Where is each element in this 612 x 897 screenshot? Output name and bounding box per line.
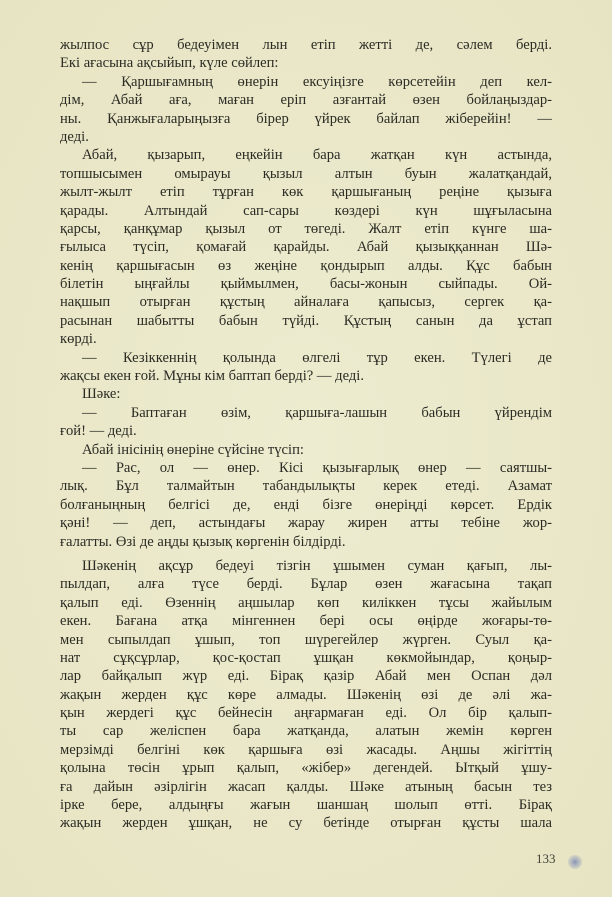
paragraph xyxy=(60,557,552,833)
text-line: топшысымен омырауы қызыл алтын буын жалатқандай, xyxy=(60,165,552,182)
text-line: екен. Бағана атқа мінгеннен бері осы өңірде жоғары-тө- xyxy=(60,613,552,630)
text-line: Шәкенің ақсұр бедеуі тізгін ұшымен суман қағып, лы- xyxy=(82,557,552,574)
paragraph xyxy=(60,73,552,147)
text-line: білетін ыңғайлы қыймылмен, басы-жонын сыйпады. Ой- xyxy=(60,276,552,293)
text-line: жақын жерден ұшқан, не су бетінде отырған құсты шала xyxy=(60,815,552,832)
ink-smudge xyxy=(568,855,582,869)
text-line: ғой! — деді. xyxy=(60,423,137,440)
paragraph xyxy=(60,36,552,73)
paragraph xyxy=(60,146,552,348)
page-body-text xyxy=(60,36,552,833)
text-line: жылпос сұр бедеуімен лын етіп жетті де, сәлем берді. xyxy=(60,37,552,53)
text-line: қарсы, қанқұмар қызыл от төгеді. Жалт етіп күнге ша- xyxy=(60,220,552,237)
text-line: Абай, қызарып, еңкейін бара жатқан күн астында, xyxy=(82,147,552,164)
text-line: пылдап, алға түсе берді. Бұлар өзен жағасына тақап xyxy=(60,576,552,593)
text-line: ғалатты. Өзі де аңды қызық көргенін білдірді. xyxy=(60,533,346,550)
text-line: қалып еді. Өзеннің аңшылар көп киліккен тұсы жайылым xyxy=(60,594,552,611)
text-line: — Кезіккеннің қолында өлгелі тұр екен. Түлегі де xyxy=(82,349,552,366)
text-line: ғылыса түсіп, қомағай қарайды. Абай қызыққаннан Шә- xyxy=(60,239,552,256)
text-line: Абай інісінің өнеріне сүйсіне түсіп: xyxy=(82,441,304,458)
text-line: нат сұқсұрлар, қос-қостап ұшқан көкмойындар, қоңыр- xyxy=(60,649,552,666)
text-line: — Рас, ол — өнер. Кісі қызығарлық өнер — саятшы- xyxy=(82,459,552,476)
text-line: деді. xyxy=(60,128,89,145)
text-line: ірке бере, алдыңғы жағын шаншаң шолып өтті. Бірақ xyxy=(60,797,552,814)
paragraph xyxy=(60,459,552,551)
text-line: Шәке: xyxy=(82,386,121,403)
text-line: жақсы екен ғой. Мұны кім баптап берді? — деді. xyxy=(60,368,364,385)
text-line: лық. Бұл талмайтын табандылықты керек етеді. Азамат xyxy=(60,478,552,495)
text-line: нақшып отырған құстың айналаға қапысыз, сергек қа- xyxy=(60,294,552,311)
text-line: көрді. xyxy=(60,331,97,348)
text-line: мен сыпылдап ұшып, топ шүрегейлер жүрген. Суыл қа- xyxy=(60,631,552,648)
text-line: қарады. Алтындай сап-сары көздері күн шұғыласына xyxy=(60,202,552,219)
paragraph xyxy=(60,385,552,403)
text-line: ға дайын әзірлігін жасап қалды. Шәке атының басын тез xyxy=(60,778,552,795)
text-line: болғаныңның белгісі де, енді бізге өнеріңді көрсет. Ердік xyxy=(60,496,552,513)
page-number: 133 xyxy=(536,851,556,866)
text-line: кенің қаршығасын өз жеңіне қондырып алды. Құс бабын xyxy=(60,257,552,274)
paragraph xyxy=(60,404,552,441)
text-line: лар байқалып жүр еді. Бірақ қазір Абай мен Оспан дәл xyxy=(60,668,552,685)
text-line: жылт-жылт етіп тұрған көк қаршығаның реңіне қызыға xyxy=(60,184,552,201)
text-line: — Баптаған өзім, қаршыға-лашын бабын үйрендім xyxy=(82,404,552,421)
text-line: қолына төсін ұрып қалып, «жібер» дегендей. Ытқый ұшу- xyxy=(60,760,552,777)
text-line: расынан шабытты бабын түйді. Құстың санын да ұстап xyxy=(60,312,552,329)
text-line: — Қаршығамның өнерін ексуіңізге көрсетейін деп кел- xyxy=(82,73,552,90)
text-line: қәні! — деп, астындағы жарау жирен атты тебіне жор- xyxy=(60,515,552,532)
text-line: жақын жерден құс көре алмады. Шәкенің өзі де әлі жа- xyxy=(60,686,552,703)
text-line: ты сар желіспен бара жатқанда, алатын жемін көрген xyxy=(60,723,552,740)
paragraph xyxy=(60,441,552,459)
text-line: Екі ағасына ақсыйып, күле сөйлеп: xyxy=(60,55,279,72)
text-line: қын жердегі құс бейнесін аңғармаған еді. Ол бір қалып- xyxy=(60,705,552,722)
paragraph xyxy=(60,349,552,386)
text-line: дім, Абай аға, маған еріп азғантай өзен бойлаңыздар- xyxy=(60,92,552,109)
text-line: ны. Қанжығаларыңызға бірер үйрек байлап жіберейін! — xyxy=(60,110,552,127)
text-line: мерзімді белгіні көк қаршыға өзі жасады. Аңшы жігіттің xyxy=(60,741,552,758)
